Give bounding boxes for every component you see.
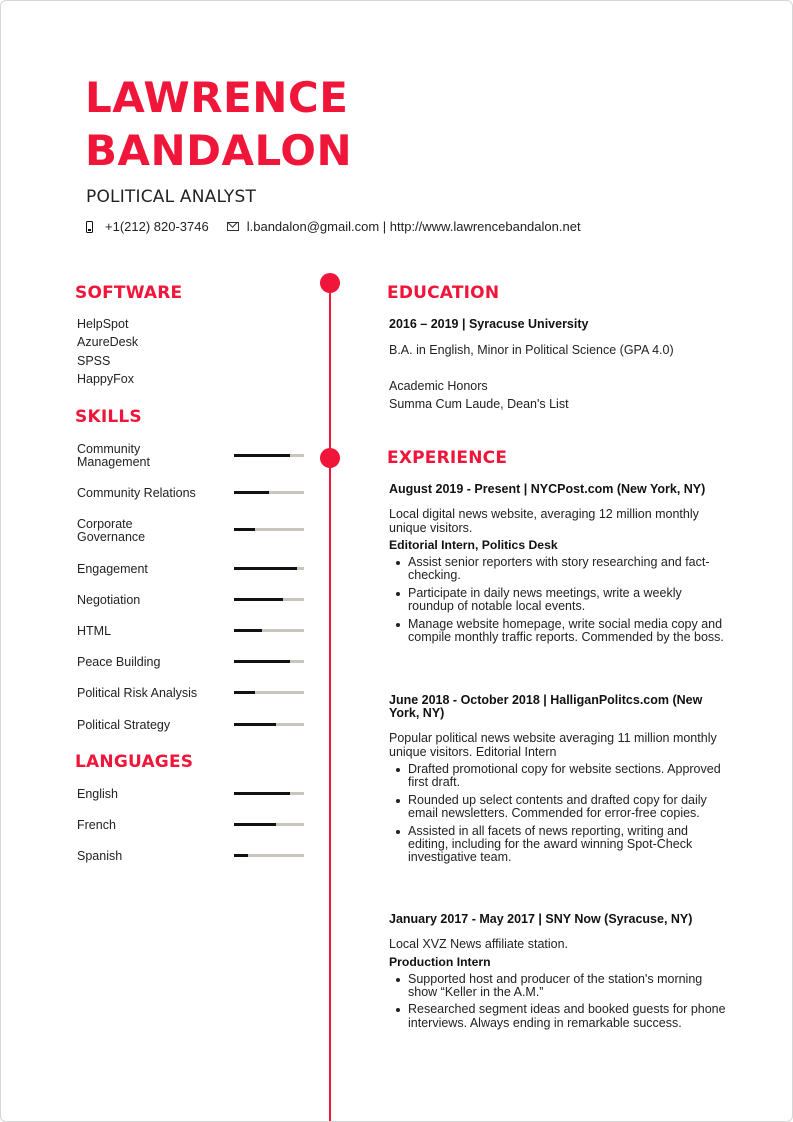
skill-bar-fill: [234, 660, 290, 663]
name-line-last: BANDALON: [85, 126, 353, 175]
language-bar: [234, 854, 304, 857]
skill-label: Negotiation: [77, 592, 141, 607]
skill-row: [77, 517, 305, 545]
language-row: [77, 848, 305, 864]
job-head: June 2018 - October 2018 | HalliganPolitcs.com (New York, NY): [389, 693, 703, 720]
skill-bar: [234, 598, 304, 601]
language-bar-fill: [234, 854, 248, 857]
skill-label: HTML: [77, 623, 112, 638]
skill-row: [77, 485, 305, 501]
job-bullets: [389, 556, 729, 644]
language-label: French: [77, 817, 116, 832]
language-bar: [234, 792, 304, 795]
skill-row: [77, 685, 305, 701]
skill-row: [77, 654, 305, 670]
language-bar-fill: [234, 792, 290, 795]
education-block: [389, 317, 729, 411]
timeline-line: [329, 282, 331, 1122]
skill-row: [77, 442, 305, 470]
timeline-dot-experience: [320, 448, 340, 468]
skill-bar-fill: [234, 723, 276, 726]
education-degree: B.A. in English, Minor in Political Science (GPA 4.0): [389, 343, 674, 357]
phone-icon: [86, 221, 93, 233]
job-bullets: [389, 763, 729, 865]
language-bar: [234, 823, 304, 826]
education-heading: EDUCATION: [387, 283, 500, 303]
skill-bar-fill: [234, 567, 297, 570]
experience-heading: EXPERIENCE: [387, 448, 508, 468]
skill-label: Community Relations: [77, 485, 196, 500]
job-description: Local digital news website, averaging 12 million monthly unique visitors.: [389, 507, 699, 535]
skill-bar-fill: [234, 598, 283, 601]
job-role: Production Intern: [389, 954, 491, 969]
skill-row: [77, 717, 305, 733]
job-bullet: Drafted promotional copy for website sections. Approved first draft.: [389, 763, 729, 790]
skill-bar-fill: [234, 454, 290, 457]
skill-bar-fill: [234, 491, 269, 494]
candidate-name: [85, 71, 445, 177]
job-bullets: [389, 973, 729, 1031]
skill-bar-fill: [234, 691, 255, 694]
language-bar-fill: [234, 823, 276, 826]
skill-bar: [234, 723, 304, 726]
job-bullet: Rounded up select contents and drafted copy for daily email newsletters. Commended for error-free copies.: [389, 794, 729, 821]
skill-label: Peace Building: [77, 654, 161, 669]
software-item: SPSS: [77, 353, 111, 368]
job-description: Popular political news website averaging 11 million monthly unique visitors. Editorial Intern: [389, 731, 717, 759]
skill-bar-fill: [234, 528, 255, 531]
language-label: Spanish: [77, 848, 123, 863]
job-head: August 2019 - Present | NYCPost.com (New York, NY): [389, 482, 706, 496]
timeline-dot-education: [320, 273, 340, 293]
honors-label: Academic Honors: [389, 379, 488, 393]
mail-icon: [227, 222, 239, 231]
skill-row: [77, 561, 305, 577]
job-entry: [389, 694, 729, 869]
job-bullet: Supported host and producer of the station's morning show “Keller in the A.M.”: [389, 973, 729, 1000]
skill-bar: [234, 528, 304, 531]
software-list: [77, 315, 138, 388]
skill-bar: [234, 660, 304, 663]
skill-label: Engagement: [77, 561, 148, 576]
skill-label: Community Management: [77, 442, 150, 469]
job-bullet: Researched segment ideas and booked guests for phone interviews. Always ending in remarkable success.: [389, 1003, 729, 1030]
languages-heading: LANGUAGES: [75, 752, 194, 772]
skill-label: Political Risk Analysis: [77, 685, 198, 700]
job-bullet: Manage website homepage, write social media copy and compile monthly traffic reports. Commended by the boss.: [389, 618, 729, 645]
software-item: HappyFox: [77, 371, 134, 386]
job-entry: [389, 483, 729, 648]
job-title: POLITICAL ANALYST: [86, 187, 257, 207]
skill-bar: [234, 629, 304, 632]
language-row: [77, 786, 305, 802]
skill-bar: [234, 454, 304, 457]
job-entry: [389, 913, 729, 1034]
skills-heading: SKILLS: [75, 407, 142, 427]
software-heading: SOFTWARE: [75, 283, 183, 303]
job-head: January 2017 - May 2017 | SNY Now (Syracuse, NY): [389, 912, 693, 926]
skill-bar: [234, 691, 304, 694]
phone-number[interactable]: +1(212) 820-3746: [105, 219, 209, 234]
honors-value: Summa Cum Laude, Dean's List: [389, 397, 569, 411]
software-item: AzureDesk: [77, 335, 139, 350]
name-line-first: LAWRENCE: [85, 73, 349, 122]
skill-bar: [234, 567, 304, 570]
skill-bar: [234, 491, 304, 494]
skill-row: [77, 592, 305, 608]
skill-row: [77, 623, 305, 639]
contact-line: [86, 219, 581, 234]
job-bullet: Participate in daily news meetings, write a weekly roundup of notable local events.: [389, 587, 729, 614]
skill-label: Political Strategy: [77, 717, 171, 732]
software-item: HelpSpot: [77, 317, 129, 331]
job-bullet: Assist senior reporters with story researching and fact-checking.: [389, 556, 729, 583]
job-bullet: Assisted in all facets of news reporting, writing and editing, including for the award winning Spot-Check investigative team.: [389, 825, 729, 865]
language-label: English: [77, 786, 118, 801]
skill-bar-fill: [234, 629, 262, 632]
job-role: Editorial Intern, Politics Desk: [389, 538, 558, 552]
education-head: 2016 – 2019 | Syracuse University: [389, 317, 589, 331]
email-and-website[interactable]: l.bandalon@gmail.com | http://www.lawrencebandalon.net: [246, 219, 581, 234]
job-description: Local XVZ News affiliate station.: [389, 937, 569, 951]
language-row: [77, 817, 305, 833]
skill-label: Corporate Governance: [77, 517, 146, 544]
